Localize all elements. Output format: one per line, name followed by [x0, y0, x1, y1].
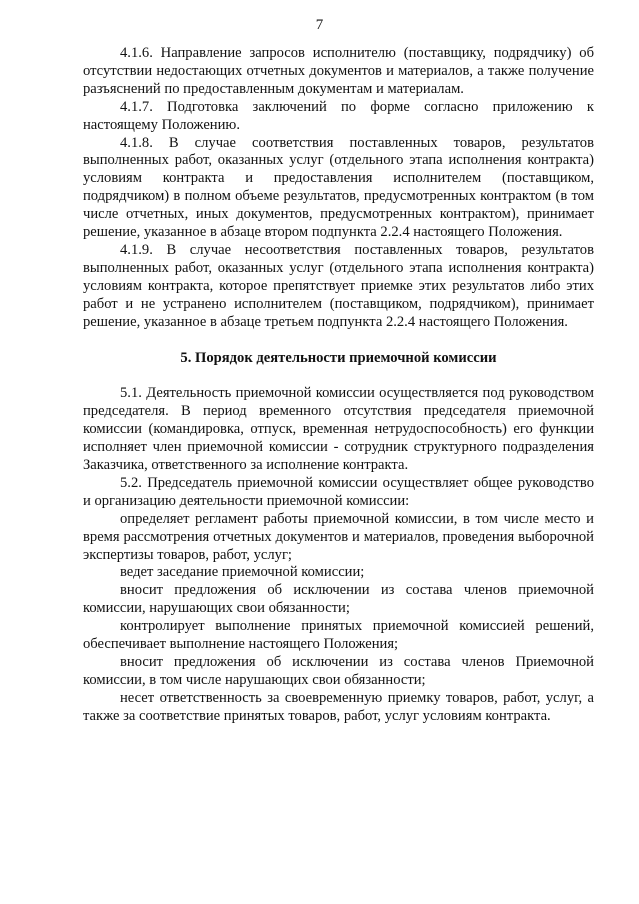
- document-body: [83, 45, 594, 726]
- duty-item: ведет заседание приемочной комиссии;: [120, 564, 365, 581]
- duty-item: определяет регламент работы приемочной комиссии, в том числе место и время рассмотрения отчетных документов и материалов, проведения выборочной экспертизы товаров, работ, услуг;: [83, 510, 594, 563]
- paragraph-5-2: 5.2. Председатель приемочной комиссии осуществляет общее руководство и организацию деятельности приемочной комиссии:: [83, 474, 594, 509]
- paragraph-4-1-7: 4.1.7. Подготовка заключений по форме согласно приложению к настоящему Положению.: [83, 98, 594, 133]
- section-title: 5. Порядок деятельности приемочной комиссии: [180, 349, 497, 366]
- paragraph-4-1-6: 4.1.6. Направление запросов исполнителю (поставщику, подрядчику) об отсутствии недостающих отчетных документов и материалов, а также получение разъяснений по предоставленным документам и материалам.: [83, 45, 594, 97]
- page-number: 7: [315, 17, 324, 33]
- paragraph-4-1-9: 4.1.9. В случае несоответствия поставленных товаров, результатов выполненных работ, оказанных услуг (отдельного этапа исполнения контракта) условиям контракта, которое препятствует приемке этих результатов либо этих работ и не устранено исполнителем (поставщиком, подрядчиком), принимает решение, указанное в абзаце третьем подпункта 2.2.4 настоящего Положения.: [83, 241, 594, 330]
- paragraph-5-1: 5.1. Деятельность приемочной комиссии осуществляется под руководством председателя. В период временного отсутствия председателя приемочной комиссии (командировка, отпуск, временная нетрудоспособность) его функции исполняет член приемочной комиссии - сотрудник структурного подразделения Заказчика, ответственного за исполнение контракта.: [83, 385, 594, 474]
- duty-item: вносит предложения об исключении из состава членов Приемочной комиссии, в том числе нарушающих свои обязанности;: [83, 654, 594, 688]
- duty-item: вносит предложения об исключении из состава членов приемочной комиссии, нарушающих свои обязанности;: [83, 582, 594, 617]
- duty-item: несет ответственность за своевременную приемку товаров, работ, услуг, а также за соответствие принятых товаров, работ, услуг условиям контракта.: [83, 689, 594, 724]
- duty-item: контролирует выполнение принятых приемочной комиссией решений, обеспечивает выполнение настоящего Положения;: [83, 618, 594, 653]
- paragraph-4-1-8: 4.1.8. В случае соответствия поставленных товаров, результатов выполненных работ, оказанных услуг (отдельного этапа исполнения контракта) условиям контракта и предоставления исполнителем (поставщиком, подрядчиком) в полном объеме результатов, предусмотренных контрактом (в том числе отчетных, иных документов, предусмотренных контрактом), принимает решение, указанное в абзаце втором подпункта 2.2.4 настоящего Положения.: [83, 134, 594, 241]
